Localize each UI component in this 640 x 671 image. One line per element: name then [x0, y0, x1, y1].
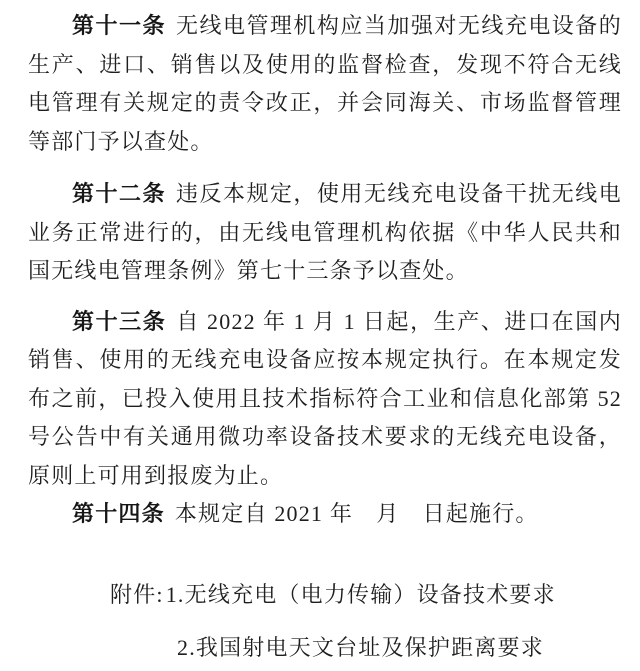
article-text: 违反本规定，使用无线充电设备干扰无线电业务正常进行的，由无线电管理机构依据《中华人民共和国无线电管理条例》第七十三条予以查处。	[28, 181, 622, 283]
article-paragraph-11	[28, 7, 622, 161]
article-text: 自 2022 年 1 月 1 日起，生产、进口在国内销售、使用的无线充电设备应按本规定执行。在本规定发布之前，已投入使用且技术指标符合工业和信息化部第 52 号公告中有关通用微功率设备技术要求的无线充电设备，原则上可用到报废为止。	[28, 308, 622, 488]
article-text: 本规定自 2021 年 月 日起施行。	[174, 501, 539, 526]
attachment-row-2	[177, 629, 622, 668]
article-paragraph-14	[28, 495, 622, 534]
article-number: 第十一条	[72, 13, 166, 38]
attachment-item-2: 2.我国射电天文台址及保护距离要求	[177, 635, 544, 660]
attachment-item-1: 1.无线充电（电力传输）设备技术要求	[165, 581, 556, 607]
article-paragraph-13	[28, 303, 622, 496]
attachments-label: 附件:	[110, 581, 164, 607]
attachment-row-1	[110, 576, 622, 615]
attachments-block	[28, 576, 622, 668]
article-number: 第十四条	[72, 501, 165, 526]
article-paragraph-12	[28, 175, 622, 291]
article-number: 第十二条	[72, 181, 166, 206]
article-text: 无线电管理机构应当加强对无线充电设备的生产、进口、销售以及使用的监督检查，发现不符合无线电管理有关规定的责令改正，并会同海关、市场监督管理等部门予以查处。	[28, 13, 622, 154]
article-number: 第十三条	[72, 308, 167, 334]
